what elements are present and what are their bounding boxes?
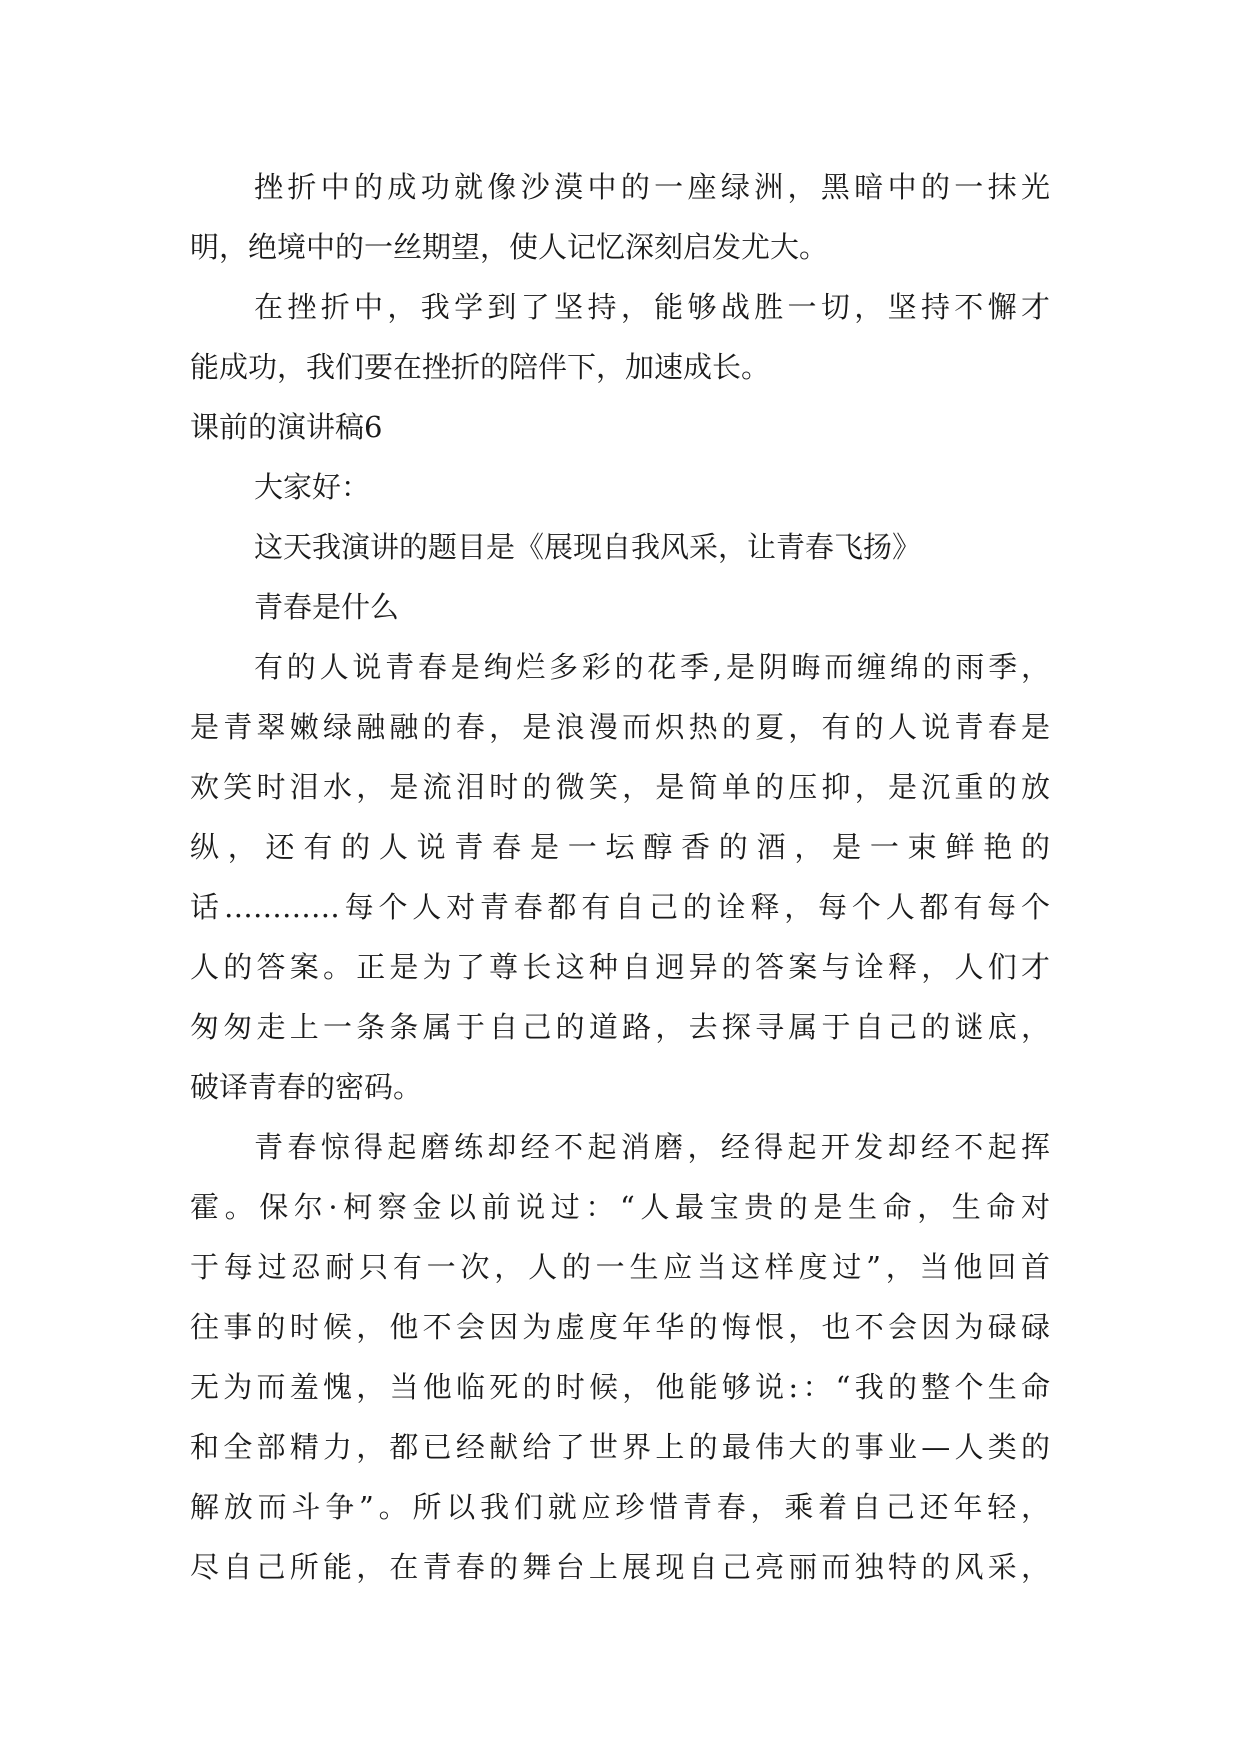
topic-line: 这天我演讲的题目是《展现自我风采，让青春飞扬》 (254, 530, 922, 564)
paragraph-1-line-2: 明，绝境中的一丝期望，使人记忆深刻启发尤大。 (190, 230, 829, 264)
paragraph-4-line-1: 青春惊得起磨练却经不起消磨，经得起开发却经不起挥 (254, 1130, 1050, 1164)
paragraph-3-line-1: 有的人说青春是绚烂多彩的花季,是阴晦而缠绵的雨季， (254, 650, 1050, 684)
paragraph-3-line-2: 是青翠嫩绿融融的春，是浪漫而炽热的夏，有的人说青春是 (190, 710, 1050, 744)
paragraph-2-line-1: 在挫折中，我学到了坚持，能够战胜一切，坚持不懈才 (254, 290, 1050, 324)
paragraph-3-line-5: 话…………每个人对青春都有自己的诠释，每个人都有每个 (190, 890, 1050, 924)
paragraph-3-line-4: 纵，还有的人说青春是一坛醇香的酒，是一束鲜艳的 (190, 830, 1050, 864)
paragraph-2-line-2: 能成功，我们要在挫折的陪伴下，加速成长。 (190, 350, 771, 384)
paragraph-4-line-5: 无为而羞愧，当他临死的时候，他能够说:：“我的整个生命 (190, 1370, 1050, 1404)
paragraph-4-line-3: 于每过忍耐只有一次，人的一生应当这样度过”，当他回首 (190, 1250, 1050, 1284)
section-title: 课前的演讲稿6 (190, 410, 383, 444)
paragraph-3-line-3: 欢笑时泪水，是流泪时的微笑，是简单的压抑，是沉重的放 (190, 770, 1050, 804)
question-line: 青春是什么 (254, 590, 400, 624)
paragraph-3-line-6: 人的答案。正是为了尊长这种自迥异的答案与诠释，人们才 (190, 950, 1050, 984)
paragraph-1-line-1: 挫折中的成功就像沙漠中的一座绿洲，黑暗中的一抹光 (254, 170, 1050, 204)
document-body (190, 157, 1050, 1597)
paragraph-4-line-2: 霍。保尔·柯察金以前说过：“人最宝贵的是生命，生命对 (190, 1190, 1050, 1224)
greeting: 大家好： (254, 470, 371, 504)
paragraph-4-line-7: 解放而斗争”。所以我们就应珍惜青春，乘着自己还年轻， (190, 1490, 1050, 1524)
paragraph-3-line-8: 破译青春的密码。 (190, 1070, 423, 1104)
paragraph-4-line-4: 往事的时候，他不会因为虚度年华的悔恨，也不会因为碌碌 (190, 1310, 1050, 1344)
paragraph-4-line-6: 和全部精力，都已经献给了世界上的最伟大的事业—人类的 (190, 1430, 1050, 1464)
paragraph-3-line-7: 匆匆走上一条条属于自己的道路，去探寻属于自己的谜底， (190, 1010, 1050, 1044)
paragraph-4-line-8: 尽自己所能，在青春的舞台上展现自己亮丽而独特的风采， (190, 1550, 1050, 1584)
